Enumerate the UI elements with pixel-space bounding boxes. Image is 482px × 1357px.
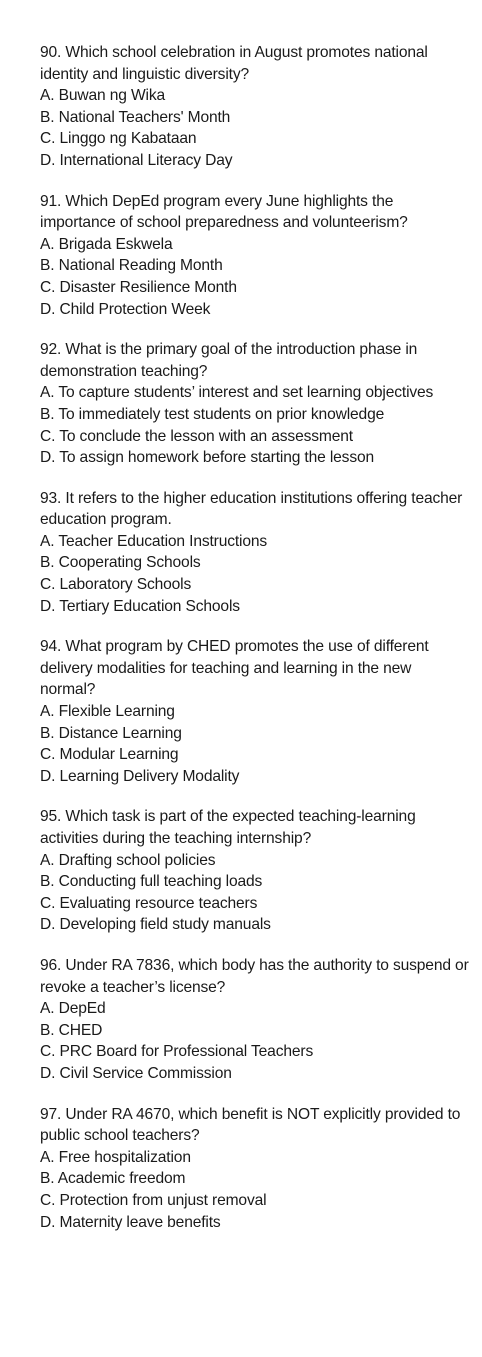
option-c: C. Disaster Resilience Month bbox=[40, 278, 237, 296]
option-c: C. To conclude the lesson with an assessment bbox=[40, 427, 353, 445]
option-b: B. Academic freedom bbox=[40, 1170, 186, 1188]
question-text: 93. It refers to the higher education institutions offering teacher education program. bbox=[40, 489, 463, 529]
question-text: 92. What is the primary goal of the introduction phase in demonstration teaching? bbox=[40, 341, 418, 380]
option-a: A. Drafting school policies bbox=[40, 851, 216, 869]
option-d: D. Child Protection Week bbox=[40, 300, 211, 318]
question-96 bbox=[40, 955, 470, 1085]
option-a: A. Free hospitalization bbox=[40, 1148, 191, 1166]
question-text: 95. Which task is part of the expected teaching-learning activities during the teaching internship? bbox=[40, 808, 416, 847]
option-c: C. Linggo ng Kabataan bbox=[40, 130, 197, 148]
option-b: B. CHED bbox=[40, 1021, 103, 1039]
option-a: A. Brigada Eskwela bbox=[40, 235, 173, 253]
question-93 bbox=[40, 488, 470, 618]
option-c: C. Protection from unjust removal bbox=[40, 1191, 267, 1209]
question-text: 91. Which DepEd program every June highlights the importance of school preparedness and volunteerism? bbox=[40, 192, 408, 232]
option-d: D. Tertiary Education Schools bbox=[40, 597, 240, 615]
option-a: A. Teacher Education Instructions bbox=[40, 532, 268, 550]
option-d: D. Developing field study manuals bbox=[40, 916, 271, 934]
option-c: C. PRC Board for Professional Teachers bbox=[40, 1043, 314, 1061]
question-97 bbox=[40, 1104, 470, 1234]
question-text: 94. What program by CHED promotes the use of different delivery modalities for teaching and learning in the new normal? bbox=[40, 638, 429, 699]
option-a: A. Flexible Learning bbox=[40, 703, 175, 721]
option-d: D. Maternity leave benefits bbox=[40, 1213, 221, 1231]
question-91 bbox=[40, 191, 470, 321]
question-95 bbox=[40, 806, 470, 936]
option-a: A. To capture students’ interest and set learning objectives bbox=[40, 384, 434, 402]
option-b: B. Cooperating Schools bbox=[40, 554, 201, 572]
question-94 bbox=[40, 636, 470, 787]
option-b: B. Distance Learning bbox=[40, 724, 182, 742]
option-b: B. National Teachers' Month bbox=[40, 108, 231, 126]
question-text: 96. Under RA 7836, which body has the authority to suspend or revoke a teacher’s license? bbox=[40, 956, 469, 996]
option-b: B. To immediately test students on prior knowledge bbox=[40, 405, 385, 423]
question-text: 97. Under RA 4670, which benefit is NOT explicitly provided to public school teachers? bbox=[40, 1105, 461, 1145]
option-c: C. Modular Learning bbox=[40, 746, 179, 764]
option-d: D. To assign homework before starting the lesson bbox=[40, 449, 375, 467]
option-a: A. DepEd bbox=[40, 1000, 106, 1018]
option-d: D. Learning Delivery Modality bbox=[40, 767, 240, 785]
question-page bbox=[40, 42, 470, 1252]
option-b: B. Conducting full teaching loads bbox=[40, 873, 263, 891]
option-b: B. National Reading Month bbox=[40, 257, 223, 275]
option-d: D. International Literacy Day bbox=[40, 151, 233, 169]
option-d: D. Civil Service Commission bbox=[40, 1064, 232, 1082]
question-90 bbox=[40, 42, 470, 172]
question-92 bbox=[40, 339, 470, 469]
option-a: A. Buwan ng Wika bbox=[40, 87, 166, 105]
question-text: 90. Which school celebration in August promotes national identity and linguistic diversity? bbox=[40, 44, 428, 83]
option-c: C. Evaluating resource teachers bbox=[40, 894, 258, 912]
option-c: C. Laboratory Schools bbox=[40, 576, 192, 594]
